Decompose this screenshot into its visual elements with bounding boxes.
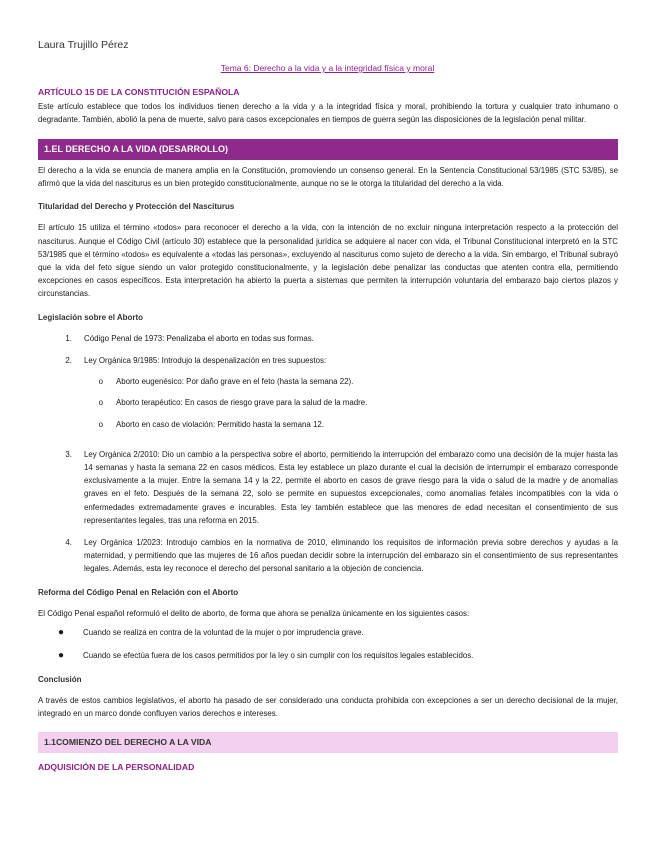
bullet-icon: ●: [57, 627, 64, 639]
list-item: [38, 332, 618, 345]
section-1-intro: El derecho a la vida se enuncia de manera amplia en la Constitución, promoviendo un consenso general. En la Sentencia Constitucional 53/1985 (STC 53/85), se afirmó que la vida del nasciturus es un bien protegido constitucionalmente, aunque no se le otorga la titularidad del derecho a la vida.: [38, 165, 618, 189]
sublist-item-text: Aborto eugenésico: Por daño grave en el feto (hasta la semana 22).: [116, 377, 354, 387]
author-name: Laura Trujillo Pérez: [38, 39, 129, 51]
bullet-icon: ●: [57, 650, 64, 662]
sublist-item: [38, 375, 618, 388]
circle-bullet-icon: o: [98, 419, 103, 429]
list-item-text: Código Penal de 1973: Penalizaba el aborto en todas sus formas.: [84, 333, 314, 343]
list-number: 4.: [65, 538, 72, 548]
circle-bullet-icon: o: [98, 377, 103, 387]
reform-subheading: Reforma del Código Penal en Relación con el Aborto: [38, 587, 239, 597]
conclusion-paragraph: A través de estos cambios legislativos, el aborto ha pasado de ser considerado una conducta prohibida con excepciones a ser un derecho decisional de la mujer, integrado en un marco donde confluyen varios derechos e intereses.: [38, 695, 618, 718]
list-item-text: Cuando se realiza en contra de la voluntad de la mujer o por imprudencia grave.: [83, 628, 364, 638]
list-item-text: Ley Orgánica 1/2023: Introdujo cambios en la normativa de 2010, eliminando los requisitos de información previa sobre derechos y ayudas a la maternidad, y permitiendo que las mujeres de 16 años puedan decidir sobre la interrupción del embarazo sin el consentimiento de sus representantes legales. Además, esta ley reconoce el derecho del personal sanitario a la objeción de conciencia.: [84, 538, 618, 574]
conclusion-subheading: Conclusión: [38, 674, 82, 684]
section-1-1-heading: 1.1COMIENZO DEL DERECHO A LA VIDA: [38, 732, 618, 753]
list-item-text: Ley Orgánica 2/2010: Dio un cambio a la perspectiva sobre el aborto, permitiendo la interrupción del embarazo como una decisión de la mujer hasta las 14 semanas y hasta la semana 22 en casos médicos. Esta ley establece un plazo durante el cual la decisión de interrumpir el embarazo corresponde exclusivamente a la mujer. Entre la semana 14 y la 22, permite el aborto en casos de grave riesgo para la vida o salud de la madre y de anomalías graves en el feto. Después de la semana 22, solo se permite en supuestos excepcionales, como anomalías fetales incompatibles con la vida o enfermedades extremadamente graves e incurables. Esta ley también establece que las menores de edad necesitan el consentimiento de sus representantes legales, tras una reforma en 2015.: [84, 449, 618, 525]
list-item: [38, 626, 618, 639]
topic-title-link[interactable]: Tema 6: Derecho a la vida y a la integridad física y moral: [220, 63, 435, 73]
article-paragraph: Este artículo establece que todos los individuos tienen derecho a la vida y a la integridad física y moral, prohibiendo la tortura y cualquier trato inhumano o degradante. También, abolió la pena de muerte, salvo para casos excepcionales en tiempos de guerra según las disposiciones de la legislación penal militar.: [38, 102, 618, 125]
list-item: [38, 448, 618, 527]
sublist-item: [38, 396, 618, 409]
supuestos-sublist: [38, 375, 618, 431]
reform-paragraph: El Código Penal español reformuló el delito de aborto, de forma que ahora se penaliza únicamente en los siguientes casos:: [38, 608, 470, 618]
section-1-heading: 1.EL DERECHO A LA VIDA (DESARROLLO): [38, 139, 618, 160]
abortion-law-list: [38, 332, 618, 576]
list-item: [38, 536, 618, 576]
titularity-paragraph: El artículo 15 utiliza el término «todos» para reconocer el derecho a la vida, con la intención de no excluir ninguna interpretación respecto a la protección del nasciturus. Aunque el Código Civil (artículo 30) establece que la personalidad jurídica se adquiere al nacer con vida, el Tribunal Constitucional interpretó en la STC 53/1985 que el término «todos» es equivalente a «todas las personas», excluyendo al nasciturus como sujeto de derecho a la vida. Sin embargo, el Tribunal subrayó que la vida del feto sigue siendo un valor protegido constitucionalmente, y la legislación debe penalizar las conductas que atenten contra ella, permitiendo excepciones en casos específicos. Esta interpretación ha abierto la puerta a sistemas que permiten la interrupción voluntaria del embarazo bajo ciertos plazos y circunstancias.: [38, 223, 618, 299]
list-number: 1.: [65, 333, 72, 343]
abortion-subheading: Legislación sobre el Aborto: [38, 312, 144, 322]
list-item: [38, 354, 618, 439]
list-item-text: Cuando se efectúa fuera de los casos permitidos por la ley o sin cumplir con los requisitos legales establecidos.: [83, 651, 474, 661]
list-item-body: [84, 354, 618, 439]
sublist-item-text: Aborto en caso de violación: Permitido hasta la semana 12.: [116, 419, 324, 429]
sublist-item: [38, 418, 618, 431]
article-heading: ARTÍCULO 15 DE LA CONSTITUCIÓN ESPAÑOLA: [38, 87, 240, 97]
sublist-item-text: Aborto terapéutico: En casos de riesgo grave para la salud de la madre.: [116, 398, 368, 408]
reform-cases-list: [38, 626, 618, 662]
document-body: [38, 86, 618, 775]
circle-bullet-icon: o: [98, 398, 103, 408]
list-item: [38, 649, 618, 662]
titularity-subheading: Titularidad del Derecho y Protección del Nasciturus: [38, 202, 235, 212]
list-number: 2.: [65, 356, 72, 366]
personality-subheading: ADQUISICIÓN DE LA PERSONALIDAD: [38, 762, 195, 773]
list-item-text: Ley Orgánica 9/1985: Introdujo la despenalización en tres supuestos:: [84, 356, 327, 366]
list-number: 3.: [65, 449, 72, 459]
